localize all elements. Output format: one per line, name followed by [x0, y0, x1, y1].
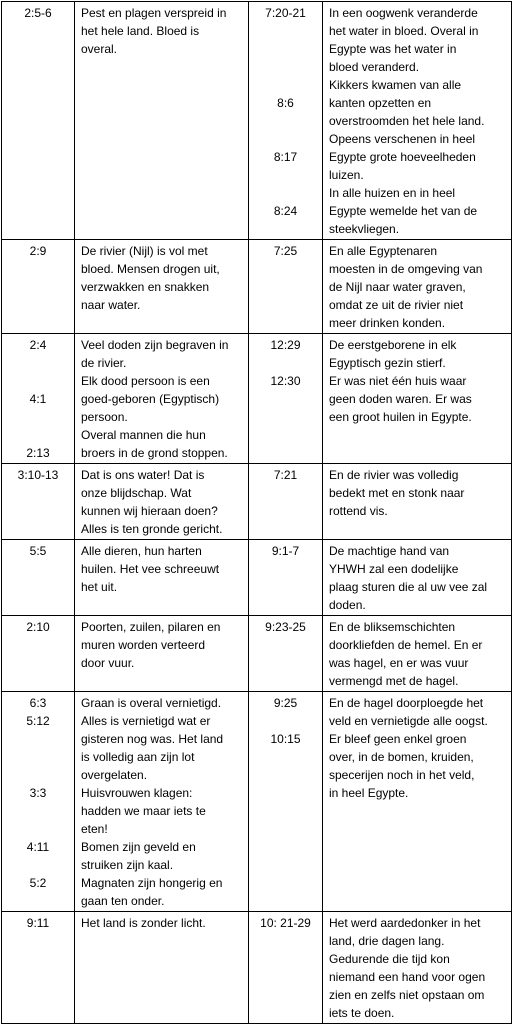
- source-ref-cell: [2, 540, 75, 616]
- exodus-ref-cell: [249, 616, 323, 692]
- line-spacer: [255, 166, 316, 184]
- source-text-cell: [75, 616, 249, 692]
- cell-line: Het werd aardedonker in het: [329, 916, 481, 930]
- line-spacer: [8, 856, 68, 874]
- cell-line: persoon.: [81, 410, 128, 424]
- cell-line: verzwakken en snakken: [81, 280, 210, 294]
- cell-line: En de bliksemschichten: [329, 620, 456, 634]
- cell-line: steekvliegen.: [329, 222, 400, 236]
- cell-line: Magnaten zijn hongerig en: [81, 876, 223, 890]
- table-row: [2, 912, 512, 1024]
- cell-line: luizen.: [329, 168, 364, 182]
- line-spacer: [8, 408, 68, 426]
- line-spacer: [8, 130, 68, 148]
- reference-text: 7:20-21: [265, 6, 306, 20]
- line-spacer: [255, 40, 316, 58]
- reference-text: 7:25: [273, 244, 298, 258]
- cell-line: een groot huilen in Egypte.: [329, 410, 472, 424]
- source-ref-cell: [2, 692, 75, 912]
- cell-line: overal.: [81, 42, 118, 56]
- cell-line: door vuur.: [81, 656, 135, 670]
- reference-text: 9:1-7: [271, 544, 300, 558]
- source-text-cell: [75, 912, 249, 1024]
- reference-text: 8:17: [273, 150, 298, 164]
- cell-line: Egyptisch gezin stierf.: [329, 356, 446, 370]
- cell-line: Het land is zonder licht.: [81, 916, 206, 930]
- cell-line: Egypte was het water in: [329, 42, 457, 56]
- source-text-cell: [75, 540, 249, 616]
- cell-line: veld en vernietigde alle oogst.: [329, 714, 488, 728]
- cell-line: was hagel, en er was vuur: [329, 656, 469, 670]
- line-spacer: [8, 766, 68, 784]
- cell-line: muren worden verteerd: [81, 638, 206, 652]
- reference-text: 2:13: [26, 446, 50, 460]
- exodus-text-cell: [323, 334, 512, 464]
- line-spacer: [255, 130, 316, 148]
- exodus-text-cell: [323, 240, 512, 334]
- cell-line: Huisvrouwen klagen:: [81, 786, 193, 800]
- cell-line: struiken zijn kaal.: [81, 858, 174, 872]
- reference-text: 12:30: [270, 374, 301, 388]
- exodus-text-cell: [323, 912, 512, 1024]
- line-spacer: [8, 148, 68, 166]
- cell-line: de Nijl naar water graven,: [329, 280, 466, 294]
- cell-line: broers in de grond stoppen.: [81, 446, 228, 460]
- reference-text: 8:6: [277, 96, 294, 110]
- cell-line: onze blijdschap. Wat: [81, 486, 192, 500]
- cell-line: naar water.: [81, 298, 141, 312]
- cell-line: Elk dood persoon is een: [81, 374, 210, 388]
- line-spacer: [255, 112, 316, 130]
- cell-line: Poorten, zuilen, pilaren en: [81, 620, 221, 634]
- exodus-text-cell: [323, 540, 512, 616]
- source-text-cell: [75, 2, 249, 240]
- cell-line: Alle dieren, hun harten: [81, 544, 202, 558]
- reference-text: 3:3: [29, 786, 47, 800]
- reference-text: 5:5: [29, 544, 47, 558]
- reference-text: 9:25: [273, 696, 298, 710]
- reference-text: 2:9: [29, 244, 47, 258]
- reference-text: 4:1: [29, 392, 47, 406]
- cell-line: Dat is ons water! Dat is: [81, 468, 205, 482]
- table-row: [2, 334, 512, 464]
- source-text-cell: [75, 692, 249, 912]
- cell-line: geen doden waren. Er was: [329, 392, 472, 406]
- cell-line: in heel Egypte.: [329, 786, 409, 800]
- exodus-text-cell: [323, 692, 512, 912]
- reference-text: 8:24: [273, 204, 298, 218]
- cell-line: Pest en plagen verspreid in: [81, 6, 227, 20]
- line-spacer: [8, 184, 68, 202]
- cell-line: hadden we maar iets te: [81, 804, 206, 818]
- exodus-ref-cell: [249, 912, 323, 1024]
- reference-text: 9:11: [26, 916, 50, 930]
- exodus-text-cell: [323, 464, 512, 540]
- cell-line: over, in de bomen, kruiden,: [329, 750, 474, 764]
- cell-line: Opeens verschenen in heel: [329, 132, 476, 146]
- cell-line: het water in bloed. Overal in: [329, 24, 479, 38]
- table-row: [2, 540, 512, 616]
- cell-line: kunnen wij hieraan doen?: [81, 504, 218, 518]
- table-row: [2, 240, 512, 334]
- line-spacer: [8, 112, 68, 130]
- exodus-ref-cell: [249, 334, 323, 464]
- cell-line: doorkliefden de hemel. En er: [329, 638, 483, 652]
- reference-text: 5:2: [29, 876, 47, 890]
- source-ref-cell: [2, 334, 75, 464]
- table-row: [2, 692, 512, 912]
- source-ref-cell: [2, 616, 75, 692]
- exodus-text-cell: [323, 616, 512, 692]
- line-spacer: [8, 802, 68, 820]
- cell-line: Overal mannen die hun: [81, 428, 206, 442]
- reference-text: 7:21: [273, 468, 298, 482]
- cell-line: land, drie dagen lang.: [329, 934, 445, 948]
- source-ref-cell: [2, 912, 75, 1024]
- line-spacer: [8, 748, 68, 766]
- cell-line: meer drinken konden.: [329, 316, 446, 330]
- cell-line: YHWH zal een dodelijke: [329, 562, 459, 576]
- cell-line: plaag sturen die al uw vee zal: [329, 580, 488, 594]
- line-spacer: [8, 94, 68, 112]
- cell-line: doden.: [329, 598, 366, 612]
- cell-line: niemand een hand voor ogen: [329, 970, 486, 984]
- reference-text: 2:5-6: [24, 6, 52, 20]
- source-ref-cell: [2, 464, 75, 540]
- reference-text: 3:10-13: [17, 468, 59, 482]
- exodus-ref-cell: [249, 464, 323, 540]
- cell-line: bedekt met en stonk naar: [329, 486, 465, 500]
- table-body: [2, 2, 512, 1024]
- line-spacer: [8, 40, 68, 58]
- cell-line: De eerstgeborene in elk: [329, 338, 457, 352]
- source-ref-cell: [2, 240, 75, 334]
- reference-text: 10: 21-29: [260, 916, 311, 930]
- source-text-cell: [75, 334, 249, 464]
- cell-line: Bomen zijn geveld en: [81, 840, 196, 854]
- cell-line: bloed veranderd.: [329, 60, 420, 74]
- comparison-table: [1, 1, 512, 1024]
- cell-line: goed-geboren (Egyptisch): [81, 392, 220, 406]
- line-spacer: [255, 22, 316, 40]
- cell-line: huilen. Het vee schreeuwt: [81, 562, 220, 576]
- reference-text: 5:12: [26, 714, 50, 728]
- table-row: [2, 464, 512, 540]
- cell-line: In alle huizen en in heel: [329, 186, 456, 200]
- source-ref-cell: [2, 2, 75, 240]
- cell-line: Egypte wemelde het van de: [329, 204, 478, 218]
- reference-text: 12:29: [270, 338, 301, 352]
- cell-line: Kikkers kwamen van alle: [329, 78, 462, 92]
- cell-line: En de hagel doorploegde het: [329, 696, 484, 710]
- cell-line: is volledig aan zijn lot: [81, 750, 195, 764]
- cell-line: En alle Egyptenaren: [329, 244, 438, 258]
- exodus-ref-cell: [249, 240, 323, 334]
- cell-line: moesten in de omgeving van: [329, 262, 483, 276]
- line-spacer: [8, 22, 68, 40]
- cell-line: overgelaten.: [81, 768, 148, 782]
- reference-text: 6:3: [29, 696, 47, 710]
- line-spacer: [8, 354, 68, 372]
- cell-line: vermengd met de hagel.: [329, 674, 459, 688]
- table-row: [2, 616, 512, 692]
- reference-text: 10:15: [270, 732, 301, 746]
- line-spacer: [8, 820, 68, 838]
- cell-line: gisteren nog was. Het land: [81, 732, 224, 746]
- cell-line: iets te doen.: [329, 1006, 395, 1020]
- line-spacer: [255, 58, 316, 76]
- cell-line: De rivier (Nijl) is vol met: [81, 244, 208, 258]
- exodus-ref-cell: [249, 692, 323, 912]
- cell-line: het uit.: [81, 580, 118, 594]
- line-spacer: [8, 220, 68, 238]
- line-spacer: [8, 58, 68, 76]
- line-spacer: [8, 76, 68, 94]
- reference-text: 2:10: [26, 620, 50, 634]
- reference-text: 2:4: [29, 338, 47, 352]
- line-spacer: [255, 76, 316, 94]
- exodus-ref-cell: [249, 2, 323, 240]
- cell-line: Egypte grote hoeveelheden: [329, 150, 476, 164]
- reference-text: 4:11: [26, 840, 50, 854]
- cell-line: het hele land. Bloed is: [81, 24, 200, 38]
- cell-line: rottend vis.: [329, 504, 388, 518]
- cell-line: Graan is overal vernietigd.: [81, 696, 222, 710]
- line-spacer: [255, 184, 316, 202]
- cell-line: overstroomden het hele land.: [329, 114, 485, 128]
- cell-line: omdat ze uit de rivier niet: [329, 298, 464, 312]
- cell-line: Alles is ten gronde gericht.: [81, 522, 223, 536]
- cell-line: Alles is vernietigd wat er: [81, 714, 211, 728]
- line-spacer: [8, 372, 68, 390]
- cell-line: Er bleef geen enkel groen: [329, 732, 467, 746]
- cell-line: Veel doden zijn begraven in: [81, 338, 229, 352]
- cell-line: Er was niet één huis waar: [329, 374, 467, 388]
- table-row: [2, 2, 512, 240]
- cell-line: gaan ten onder.: [81, 894, 165, 908]
- cell-line: bloed. Mensen drogen uit,: [81, 262, 220, 276]
- line-spacer: [8, 166, 68, 184]
- cell-line: En de rivier was volledig: [329, 468, 459, 482]
- cell-line: In een oogwenk veranderde: [329, 6, 478, 20]
- cell-line: de rivier.: [81, 356, 127, 370]
- reference-text: 9:23-25: [265, 620, 306, 634]
- exodus-ref-cell: [249, 540, 323, 616]
- line-spacer: [8, 426, 68, 444]
- source-text-cell: [75, 240, 249, 334]
- cell-line: De machtige hand van: [329, 544, 450, 558]
- line-spacer: [8, 730, 68, 748]
- cell-line: Gedurende die tijd kon: [329, 952, 450, 966]
- cell-line: zien en zelfs niet opstaan om: [329, 988, 485, 1002]
- source-text-cell: [75, 464, 249, 540]
- line-spacer: [8, 202, 68, 220]
- line-spacer: [255, 712, 316, 730]
- line-spacer: [255, 354, 316, 372]
- exodus-text-cell: [323, 2, 512, 240]
- cell-line: eten!: [81, 822, 108, 836]
- cell-line: kanten opzetten en: [329, 96, 432, 110]
- cell-line: specerijen noch in het veld,: [329, 768, 475, 782]
